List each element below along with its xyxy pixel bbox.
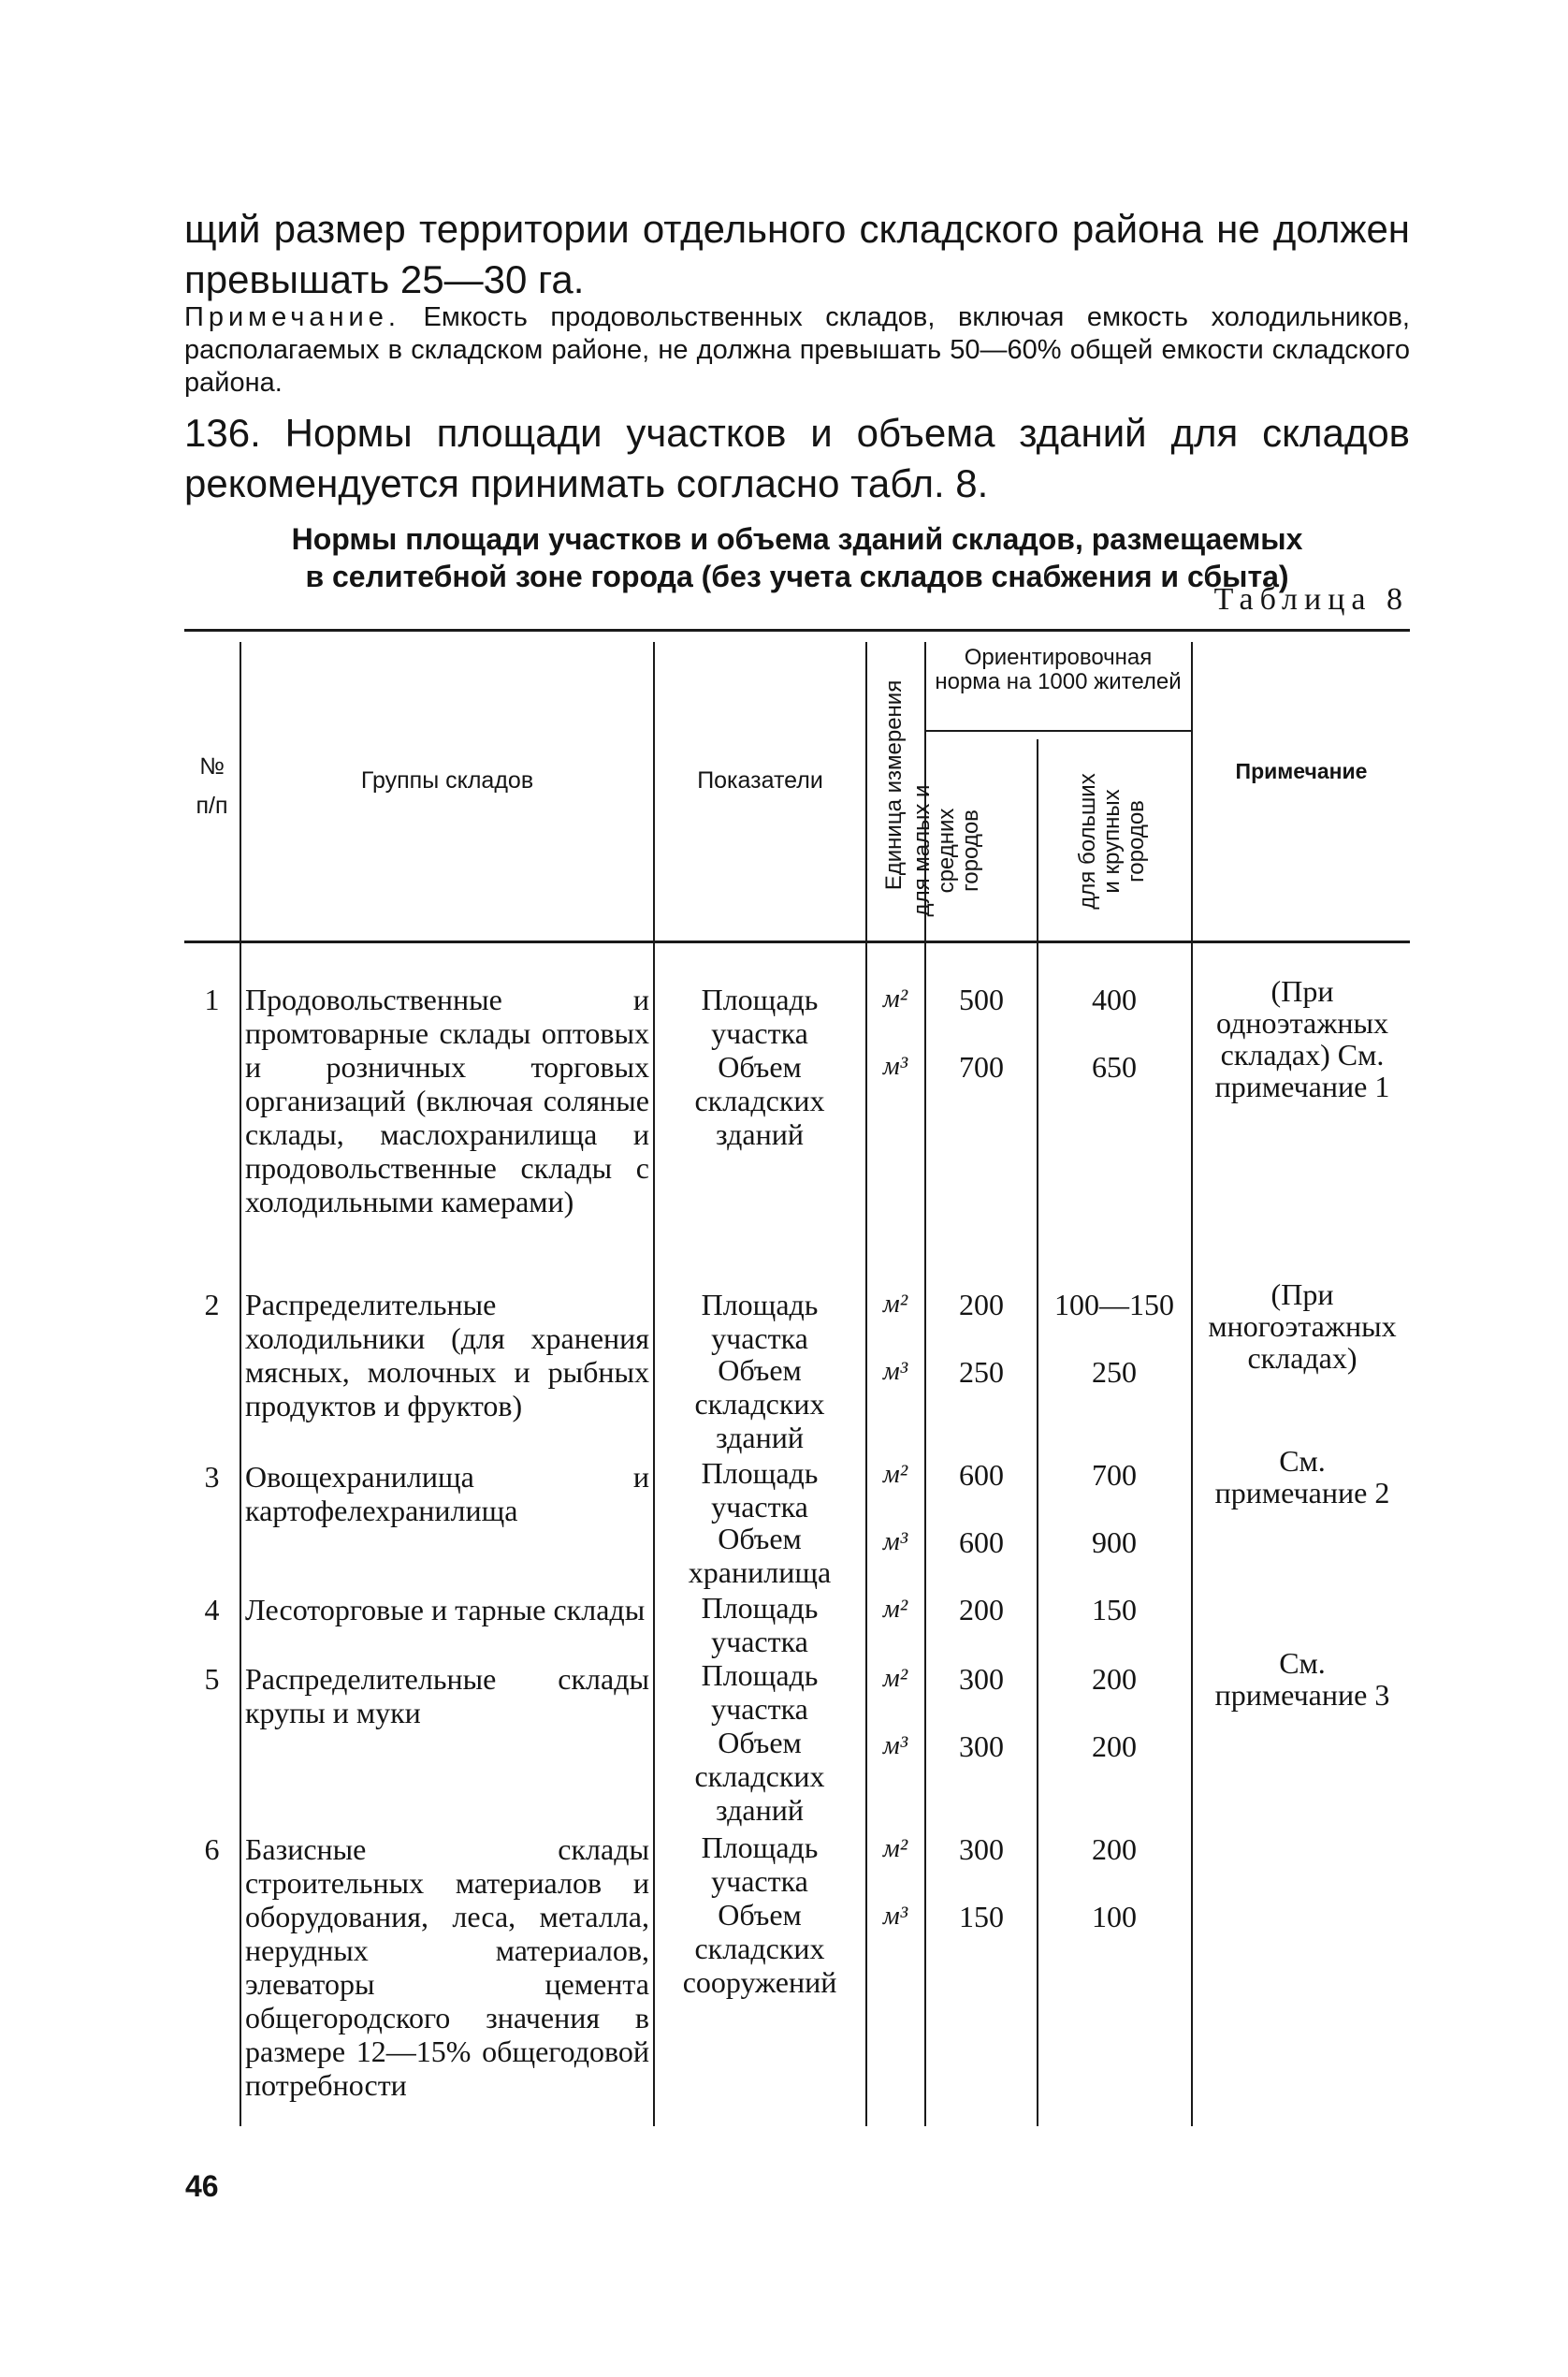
row-5-indicator-1: Площадь участка [701, 1658, 819, 1726]
row-3-remark: См. примечание 2 [1214, 1444, 1390, 1509]
row-1-unit-1: м² [882, 984, 908, 1014]
row-2-unit-2: м³ [882, 1357, 908, 1386]
row-3-large-2: 900 [1092, 1525, 1137, 1559]
note-text: Емкость продовольственных складов, включая емкость холодильников, располагаемых в складском районе, не должна превышать 50—60% общей емкости складского района. [184, 302, 1410, 398]
row-4-unit-1: м² [882, 1595, 908, 1624]
row-5-unit-1: м² [882, 1664, 908, 1693]
row-3-group: Овощехранилища и картофелехранилища [245, 1460, 649, 1527]
row-1-small-2: 700 [959, 1050, 1004, 1084]
note-paragraph [184, 301, 1410, 400]
row-6-unit-1: м² [882, 1834, 908, 1863]
row-4-small-1: 200 [959, 1593, 1004, 1626]
row-4-indicator-1: Площадь участка [701, 1591, 819, 1658]
row-6-indicator-1: Площадь участка [701, 1830, 819, 1898]
row-3-small-1: 600 [959, 1458, 1004, 1492]
row-5-large-1: 200 [1092, 1662, 1137, 1696]
row-4-group: Лесоторговые и тарные склады [245, 1593, 646, 1626]
row-2-unit-1: м² [882, 1290, 908, 1319]
header-indicators: Показатели [697, 767, 823, 794]
header-group: Группы складов [360, 767, 534, 794]
row-3-small-2: 600 [959, 1525, 1004, 1559]
row-3-indicator-1: Площадь участка [701, 1456, 819, 1524]
row-3-large-1: 700 [1092, 1458, 1137, 1492]
row-5-remark: См. примечание 3 [1214, 1646, 1390, 1712]
col-divider-3 [865, 642, 867, 2126]
row-2-num: 2 [204, 1288, 220, 1321]
row-1-large-2: 650 [1092, 1050, 1137, 1084]
row-1-remark: (При одноэтажных складах) См. примечание 1 [1214, 974, 1390, 1103]
note-label: Примечание. [184, 302, 400, 332]
row-5-large-2: 200 [1092, 1729, 1137, 1763]
row-5-small-2: 300 [959, 1729, 1004, 1763]
row-6-large-1: 200 [1092, 1832, 1137, 1866]
row-2-small-2: 250 [959, 1355, 1004, 1389]
header-norm: Ориентировочная норма на 1000 жителей [935, 645, 1182, 694]
row-1-unit-2: м³ [882, 1052, 908, 1081]
row-5-unit-2: м³ [882, 1731, 908, 1760]
col-divider-5 [1037, 739, 1038, 2126]
col-divider-2 [653, 642, 655, 2126]
row-6-small-2: 150 [959, 1900, 1004, 1933]
paragraph-136: 136. Нормы площади участков и объема зданий для складов рекомендуется принимать согласно табл. 8. [184, 411, 1410, 505]
table-title-line-1: Нормы площади участков и объема зданий складов, размещаемых [291, 522, 1303, 556]
row-2-small-1: 200 [959, 1288, 1004, 1321]
row-1-indicator-1: Площадь участка [701, 983, 819, 1050]
row-1-num: 1 [204, 983, 220, 1016]
table-header-rule [184, 941, 1410, 943]
row-3-unit-2: м³ [882, 1527, 908, 1556]
row-2-large-2: 250 [1092, 1355, 1137, 1389]
header-unit: Единица измерения [881, 679, 907, 891]
row-6-large-2: 100 [1092, 1900, 1137, 1933]
row-2-indicator-2: Объем складских зданий [694, 1353, 825, 1454]
row-5-indicator-2: Объем складских зданий [694, 1726, 825, 1827]
col-divider-6 [1191, 642, 1193, 2126]
row-1-large-1: 400 [1092, 983, 1137, 1016]
row-6-group: Базисные склады строительных материалов и оборудования, леса, металла, нерудных материалов, элеваторы цемента общегородского значения в размере 12—15% общегодовой потребности [245, 1832, 649, 2102]
row-3-indicator-2: Объем хранилища [688, 1522, 832, 1589]
col-divider-1 [240, 642, 241, 2126]
page-number: 46 [185, 2169, 219, 2203]
row-6-indicator-2: Объем складских сооружений [682, 1898, 837, 1999]
header-small-cities: для малых и средних городов [909, 784, 983, 917]
row-5-group: Распределительные склады крупы и муки [245, 1662, 649, 1729]
row-3-unit-1: м² [882, 1460, 908, 1489]
row-1-small-1: 500 [959, 983, 1004, 1016]
row-4-num: 4 [204, 1593, 220, 1626]
row-3-num: 3 [204, 1460, 220, 1494]
norm-subheader-rule [924, 730, 1191, 732]
row-6-num: 6 [204, 1832, 220, 1866]
header-large-cities: для больших и крупных городов [1075, 773, 1149, 910]
row-1-group: Продовольственные и промтоварные склады оптовых и розничных торговых организаций (включая соляные склады, маслохранилища и продовольственные склады с холодильными камерами) [245, 983, 649, 1218]
row-5-small-1: 300 [959, 1662, 1004, 1696]
row-6-unit-2: м³ [882, 1902, 908, 1931]
table-label: Таблица 8 [1213, 582, 1409, 617]
row-2-large-1: 100—150 [1054, 1288, 1174, 1321]
row-4-large-1: 150 [1092, 1593, 1137, 1626]
row-6-small-1: 300 [959, 1832, 1004, 1866]
row-2-remark: (При многоэтажных складах) [1208, 1277, 1397, 1375]
row-5-num: 5 [204, 1662, 220, 1696]
row-2-group: Распределительные холодильники (для хранения мясных, молочных и рыбных продуктов и фруктов) [245, 1288, 649, 1422]
table-top-rule [184, 629, 1410, 632]
paragraph-top: щий размер территории отдельного складского района не должен превышать 25—30 га. [184, 207, 1410, 301]
row-2-indicator-1: Площадь участка [701, 1288, 819, 1355]
header-remark: Примечание [1235, 759, 1368, 783]
row-1-indicator-2: Объем складских зданий [694, 1050, 825, 1151]
table-title-line-2: в селитебной зоне города (без учета складов снабжения и сбыта) [305, 560, 1289, 593]
header-num: № п/п [196, 753, 228, 819]
